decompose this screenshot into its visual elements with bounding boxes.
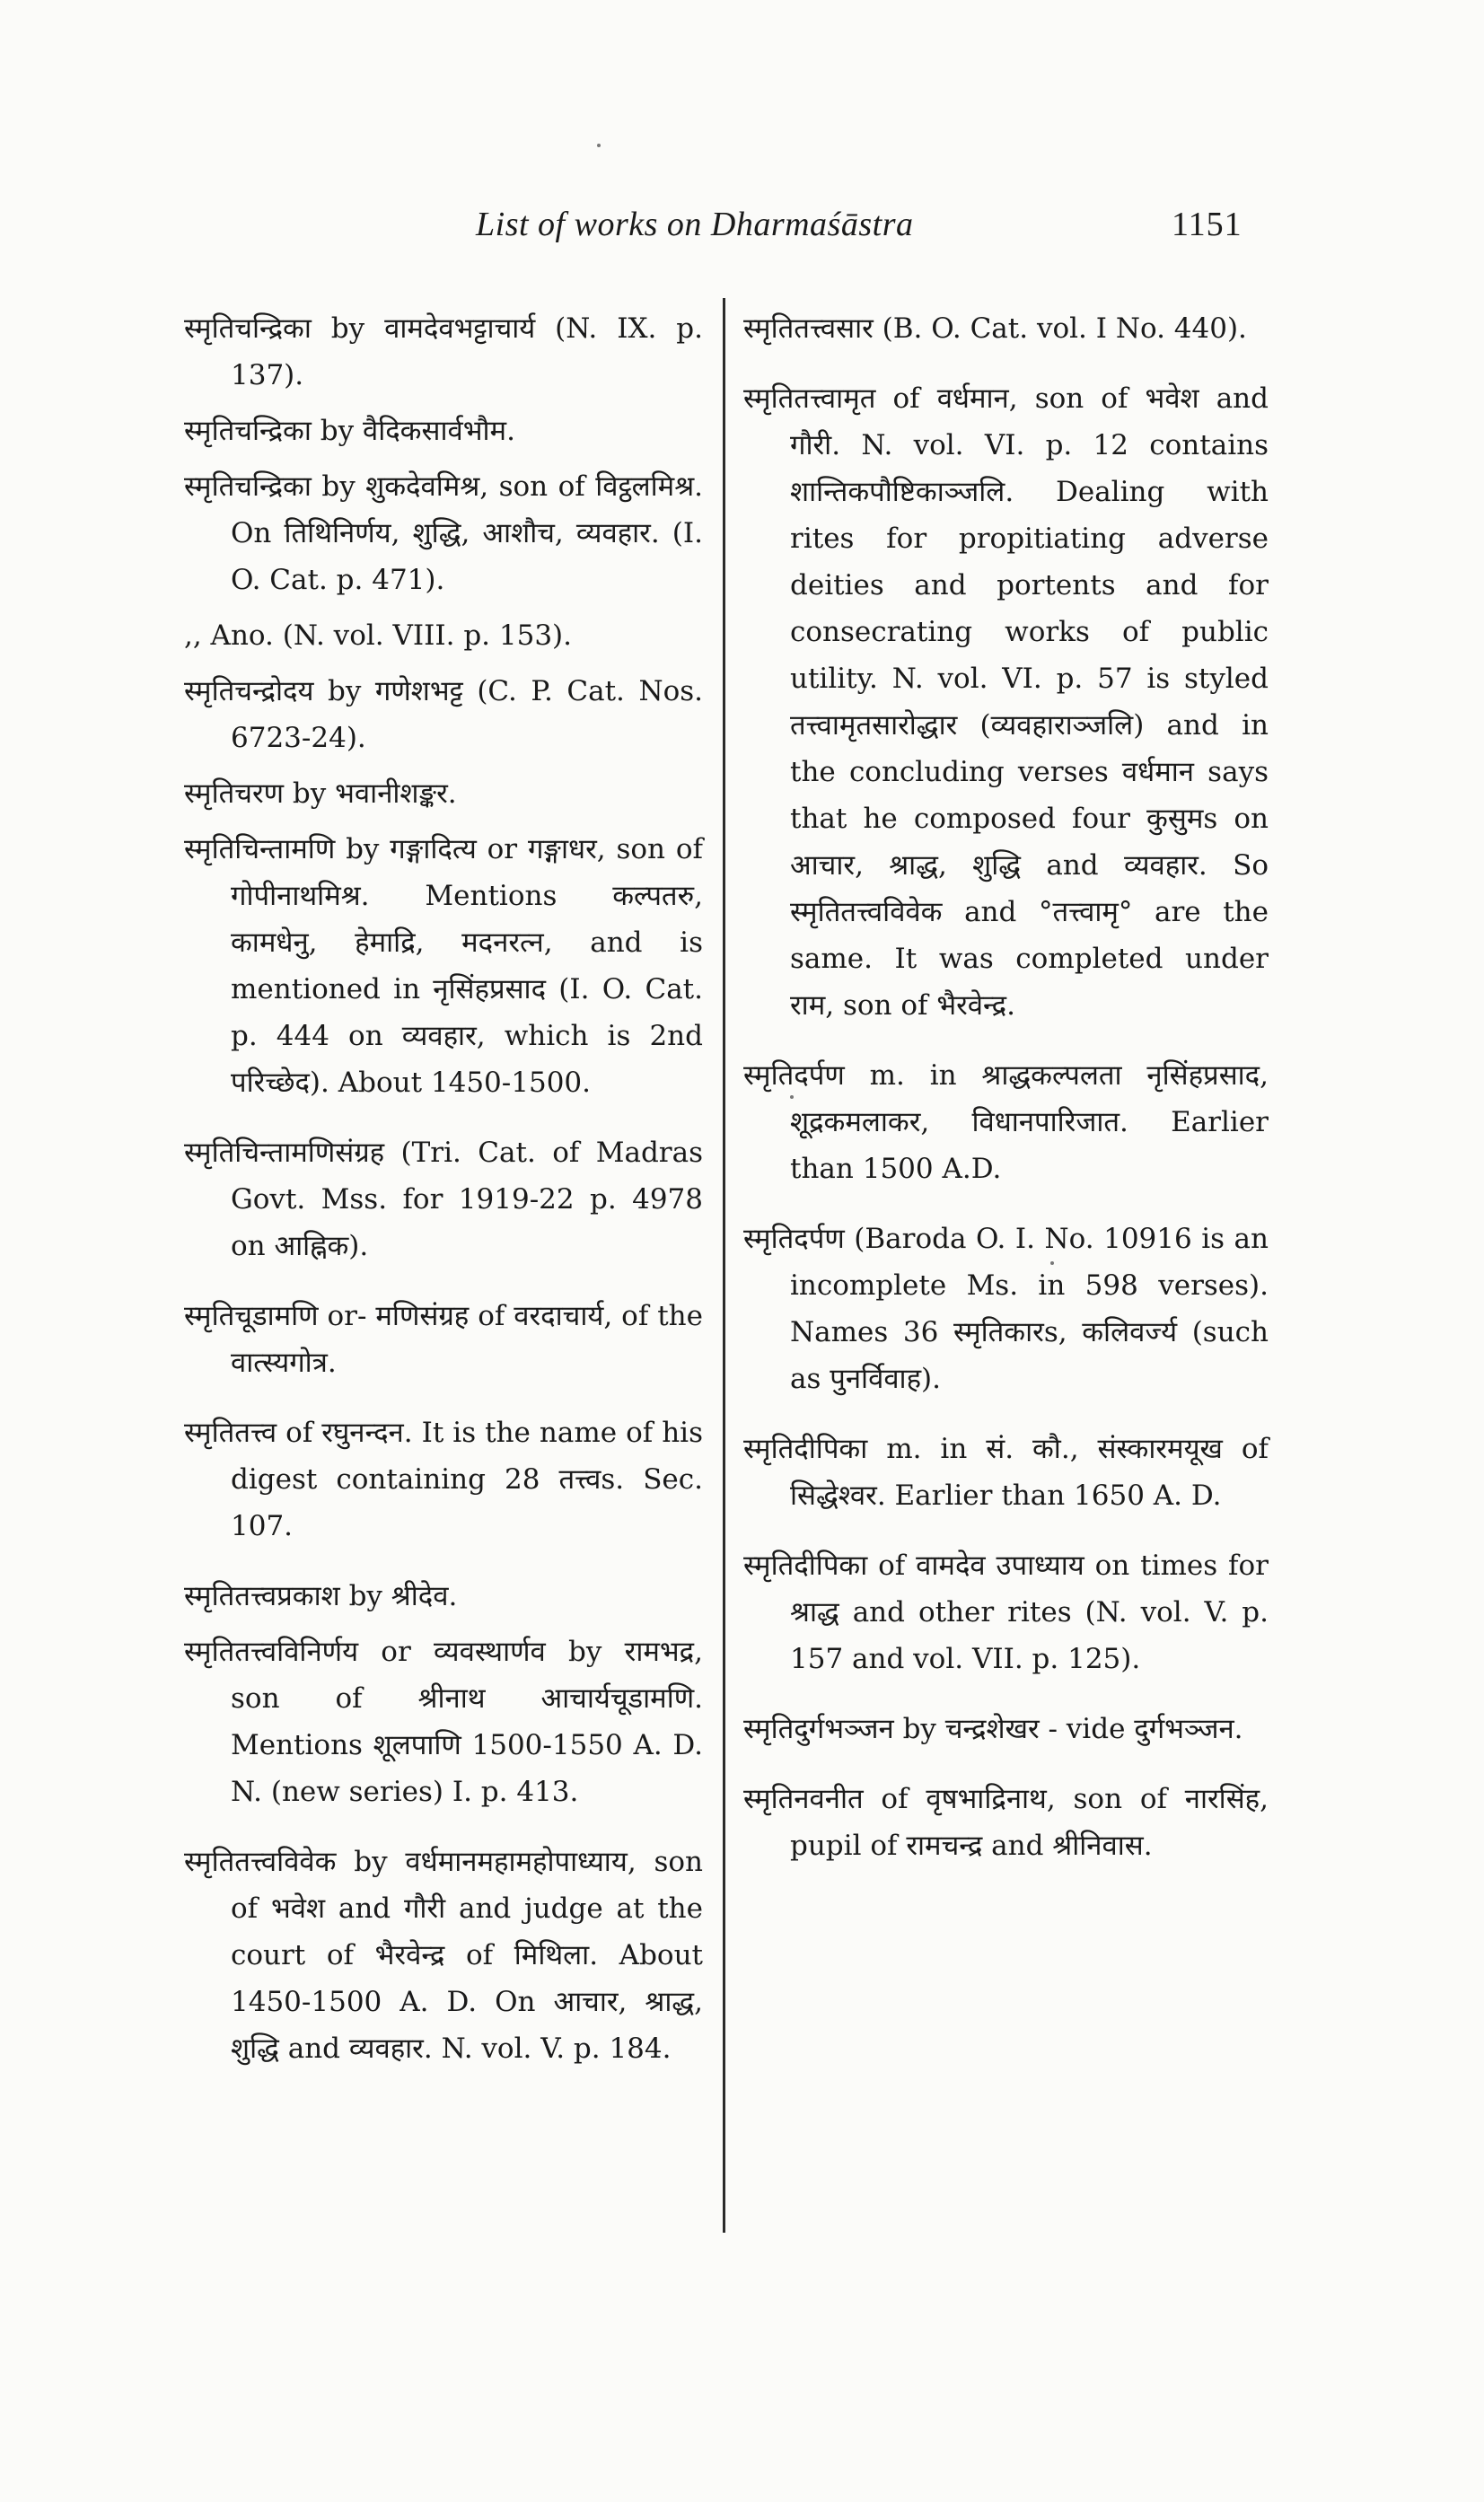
entry: स्मृतिचन्द्रिका by वैदिकसार्वभौम. bbox=[184, 415, 515, 447]
entry: स्मृतितत्त्व of रघुनन्दन. It is the name of his digest containing 28 तत्त्वs. Sec. 107. bbox=[184, 1417, 703, 1542]
entry: स्मृतिदीपिका of वामदेव उपाध्याय on times for श्राद्ध and other rites (N. vol. V. p. 157 and vol. VII. p. 125). bbox=[743, 1549, 1269, 1675]
entry: स्मृतिदीपिका m. in सं. कौ., संस्कारमयूख of सिद्धेश्वर. Earlier than 1650 A. D. bbox=[743, 1433, 1269, 1512]
entry: स्मृतिचन्द्रिका by वामदेवभट्टाचार्य (N. IX. p. 137). bbox=[184, 312, 703, 391]
entry: स्मृतिचरण by भवानीशङ्कर. bbox=[184, 777, 457, 810]
entry: स्मृतिदुर्गभञ्जन by चन्द्रशेखर - vide दुर्गभञ्जन. bbox=[743, 1713, 1243, 1745]
entry: स्मृतिचिन्तामणिसंग्रह (Tri. Cat. of Madras Govt. Mss. for 1919-22 p. 4978 on आह्निक). bbox=[184, 1137, 703, 1262]
entry: स्मृतितत्त्वविवेक by वर्धमानमहामहोपाध्याय, son of भवेश and गौरी and judge at the court of भैरवेन्द्र of मिथिला. About 1450-1500 A. D. On आचार, श्राद्ध, शुद्धि and व्यवहार. N. vol. V. p. 184. bbox=[184, 1846, 703, 2065]
entry: स्मृतिचूडामणि or- मणिसंग्रह of वरदाचार्य, of the वात्स्यगोत्र. bbox=[184, 1300, 703, 1379]
entry: स्मृतितत्त्वविनिर्णय or व्यवस्थार्णव by रामभद्र, son of श्रीनाथ आचार्यचूडामणि. Mentions शूलपाणि 1500-1550 A. D. N. (new series) I. p. 413. bbox=[184, 1636, 703, 1808]
entry: स्मृतिचन्द्रोदय by गणेशभट्ट (C. P. Cat. Nos. 6723-24). bbox=[184, 675, 703, 754]
print-speck bbox=[597, 144, 601, 147]
left-column bbox=[184, 305, 703, 2081]
entry: स्मृतिचिन्तामणि by गङ्गादित्य or गङ्गाधर, son of गोपीनाथमिश्र. Mentions कल्पतरु, कामधेनु, हेमाद्रि, मदनरत्न, and is mentioned in नृसिंहप्रसाद (I. O. Cat. p. 444 on व्यवहार, which is 2nd परिच्छेद). About 1450-1500. bbox=[184, 833, 703, 1099]
entry: स्मृतितत्त्वप्रकाश by श्रीदेव. bbox=[184, 1580, 458, 1612]
column-divider bbox=[723, 298, 725, 2233]
entry: ,, Ano. (N. vol. VIII. p. 153). bbox=[184, 619, 572, 652]
entry: स्मृतिदर्पण m. in श्राद्धकल्पलता नृसिंहप्रसाद, शूद्रकमलाकर, विधानपारिजात. Earlier than 1500 A.D. bbox=[743, 1059, 1269, 1185]
entry: स्मृतिचन्द्रिका by शुकदेवमिश्र, son of विट्ठलमिश्र. On तिथिनिर्णय, शुद्धि, आशौच, व्यवहार. (I. O. Cat. p. 471). bbox=[184, 470, 703, 596]
entry: स्मृतितत्त्वसार (B. O. Cat. vol. I No. 440). bbox=[743, 312, 1247, 345]
entry: स्मृतिदर्पण (Baroda O. I. No. 10916 is an incomplete Ms. in 598 verses). Names 36 स्मृतिकारs, कलिवर्ज्य (such as पुनर्विवाह). bbox=[743, 1223, 1269, 1395]
entry: स्मृतिनवनीत of वृषभाद्रिनाथ, son of नारसिंह, pupil of रामचन्द्र and श्रीनिवास. bbox=[743, 1783, 1269, 1862]
page-header bbox=[0, 205, 1484, 259]
entry: स्मृतितत्त्वामृत of वर्धमान, son of भवेश and गौरी. N. vol. VI. p. 12 contains शान्तिकपौष्टिकाञ्जलि. Dealing with rites for propitiating adverse deities and portents and for consecrating works of public utility. N. vol. VI. p. 57 is styled तत्त्वामृतसारोद्धार (व्यवहाराञ्जलि) and in the concluding verses वर्धमान says that he composed four कुसुमs on आचार, श्राद्ध, शुद्धि and व्यवहार. So स्मृतितत्त्वविवेक and °तत्त्वामृ° are the same. It was completed under राम, son of भैरवेन्द्र. bbox=[743, 382, 1269, 1022]
right-column bbox=[743, 305, 1269, 1878]
running-title: List of works on Dharmaśāstra bbox=[476, 206, 914, 243]
page-number: 1151 bbox=[1172, 206, 1243, 243]
